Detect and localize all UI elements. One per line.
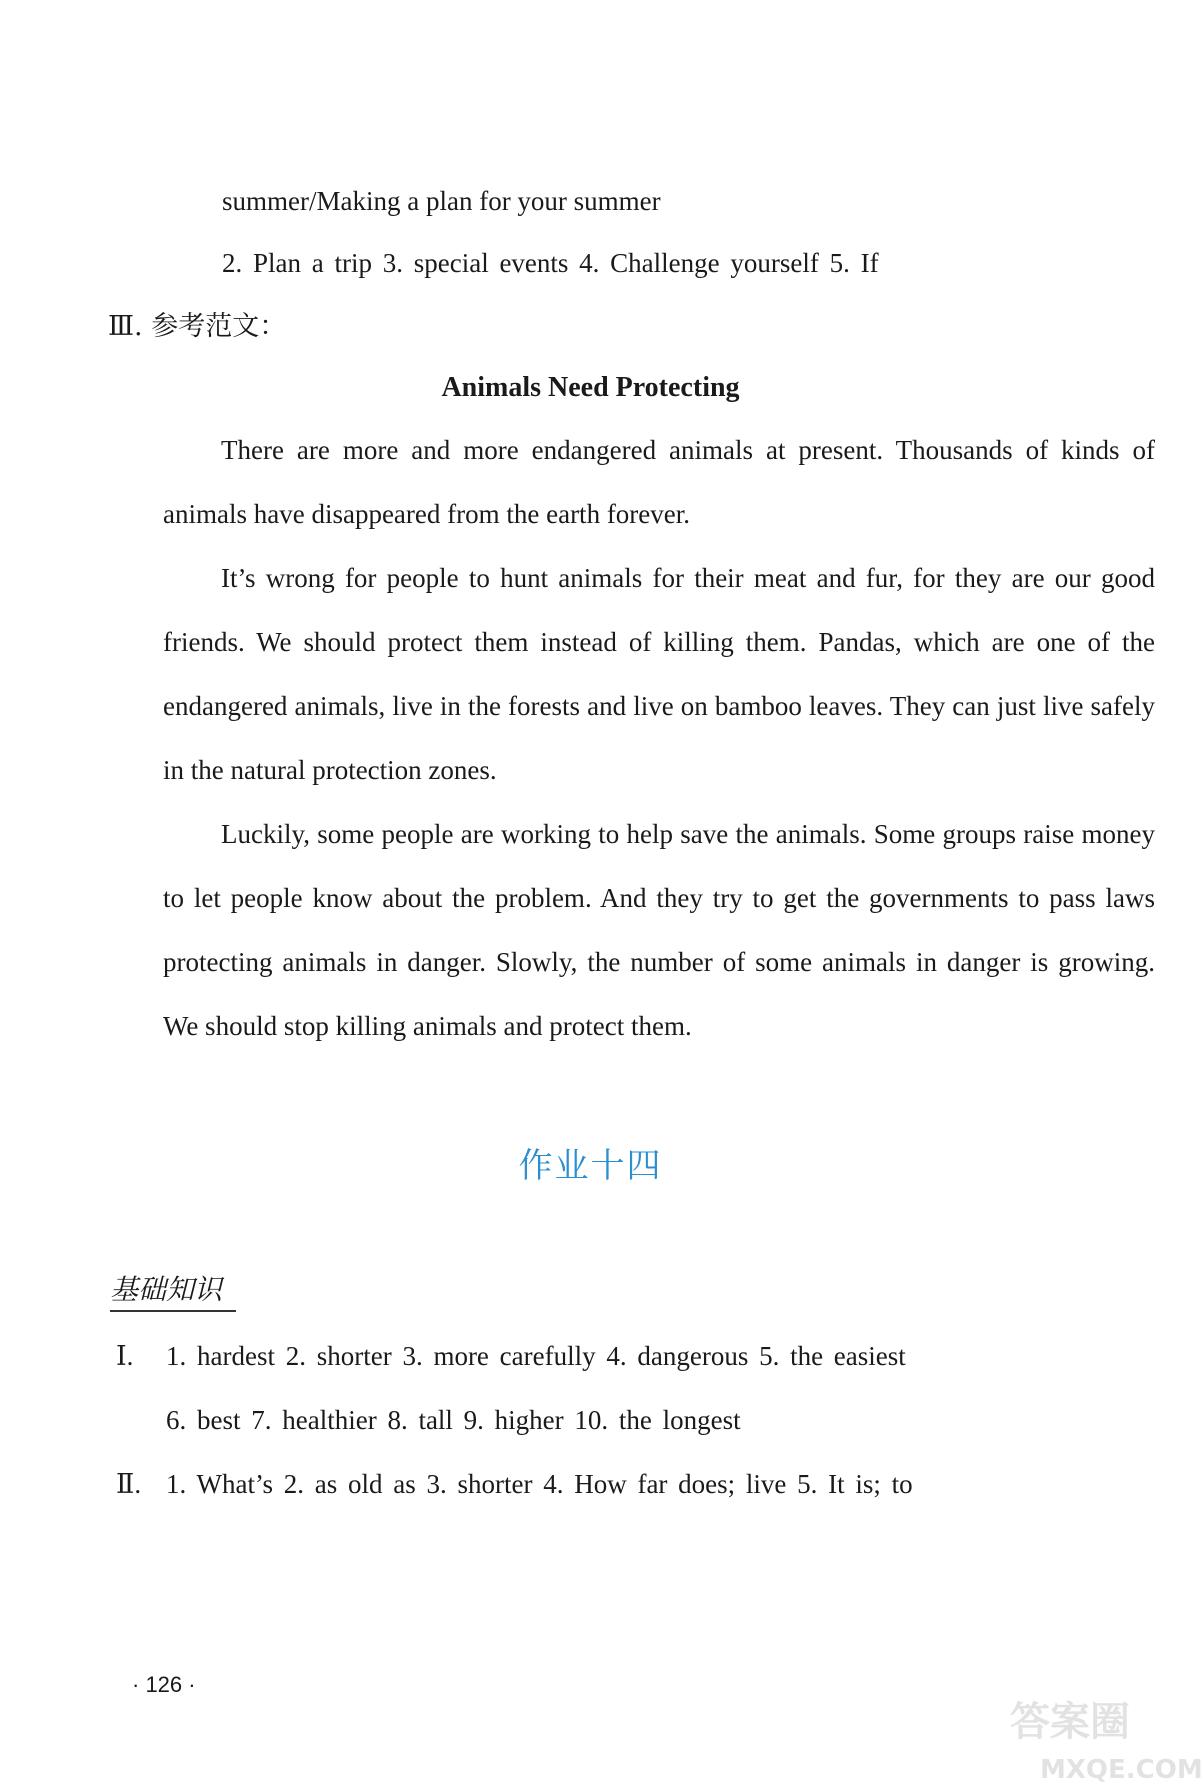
answers-line: 2. Plan a trip 3. special events 4. Challenge yourself 5. If — [222, 248, 879, 278]
watermark-url: MXQE.COM — [1040, 1755, 1203, 1785]
homework-heading: 作业十四 — [518, 1146, 663, 1186]
page-number: · 126 · — [132, 1672, 196, 1697]
part-1-label: Ⅰ. — [116, 1341, 134, 1371]
part-2-answers-line-1: 1. What’s 2. as old as 3. shorter 4. How far does; live 5. It is; to — [166, 1469, 913, 1499]
section-label-basics: 基础知识 — [110, 1268, 236, 1312]
part-1-answers-line-1: 1. hardest 2. shorter 3. more carefully 4. dangerous 5. the easiest — [166, 1341, 906, 1371]
section-3-label: Ⅲ. 参考范文： — [108, 311, 287, 342]
essay-paragraph-2: It’s wrong for people to hunt animals for their meat and fur, for they are our good friends. We should protect them instead of killing them. Pandas, which are one of the endangered animals, live in the forests and live on bamboo leaves. They can just live safely in the natural protection zones. — [163, 563, 1155, 785]
part-1-answers-line-2: 6. best 7. healthier 8. tall 9. higher 10. the longest — [166, 1405, 741, 1435]
essay-paragraph-1: There are more and more endangered animals at present. Thousands of kinds of animals have disappeared from the earth forever. — [163, 435, 1155, 529]
essay-title: Animals Need Protecting — [441, 372, 740, 403]
watermark-logo: 答案圈 — [1010, 1699, 1130, 1745]
essay-paragraph-3: Luckily, some people are working to help save the animals. Some groups raise money to let people know about the problem. And they try to get the governments to pass laws protecting animals in danger. Slowly, the number of some animals in danger is growing. We should stop killing animals and protect them. — [163, 819, 1155, 1041]
continued-line: summer/Making a plan for your summer — [222, 186, 661, 216]
part-2-label: Ⅱ. — [116, 1469, 142, 1499]
